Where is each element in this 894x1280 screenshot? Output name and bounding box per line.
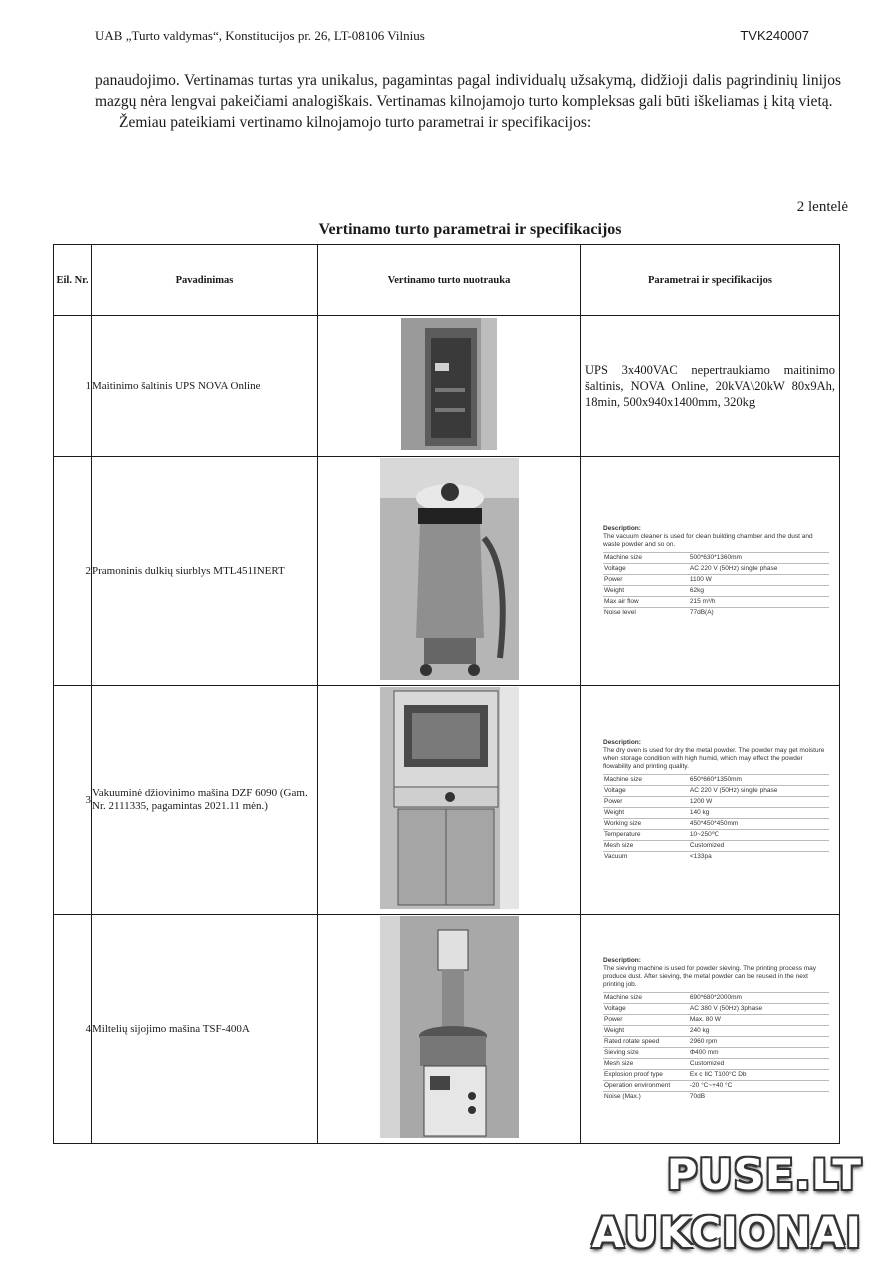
table-row [54, 915, 840, 1144]
spec-sheet [603, 525, 829, 618]
spec-item [603, 1091, 829, 1102]
spec-item [603, 585, 829, 596]
watermark-line-2: AUKCIONAI [591, 1208, 862, 1257]
spec-key: Operation environment [603, 1080, 689, 1091]
spec-item [603, 840, 829, 851]
spec-value: 10~250℃ [689, 829, 829, 840]
spec-value: 240 kg [689, 1025, 829, 1036]
header-photo: Vertinamo turto nuotrauka [318, 245, 581, 316]
sieving-machine-image [380, 916, 519, 1138]
spec-item [603, 851, 829, 862]
spec-key: Voltage [603, 785, 689, 796]
description-label: Description: [603, 956, 641, 964]
spec-value: 70dB [689, 1091, 829, 1102]
header-name: Pavadinimas [92, 245, 318, 316]
spec-key: Power [603, 796, 689, 807]
spec-item [603, 574, 829, 585]
paragraph-2: Žemiau pateikiami vertinamo kilnojamojo turto parametrai ir specifikacijos: [119, 114, 592, 131]
spec-item [603, 1058, 829, 1069]
spec-item [603, 1080, 829, 1091]
row-spec [581, 457, 840, 686]
spec-value: AC 220 V (50Hz) single phase [689, 563, 829, 574]
header-spec: Parametrai ir specifikacijos [581, 245, 840, 316]
spec-item [603, 796, 829, 807]
spec-key: Rated rotate speed [603, 1036, 689, 1047]
spec-value: 690*680*2000mm [689, 992, 829, 1003]
spec-list [603, 552, 829, 618]
row-name: Maitinimo šaltinis UPS NOVA Online [92, 316, 318, 457]
spec-key: Machine size [603, 774, 689, 785]
spec-key: Power [603, 574, 689, 585]
spec-value: 140 kg [689, 807, 829, 818]
description-text: The vacuum cleaner is used for clean building chamber and the dust and waste powder and so on. [603, 532, 813, 548]
spec-list [603, 992, 829, 1102]
page-header [95, 28, 809, 50]
row-spec [581, 686, 840, 915]
row-spec [581, 915, 840, 1144]
description-label: Description: [603, 524, 641, 532]
spec-value: 215 m³/h [689, 596, 829, 607]
row-photo [318, 457, 581, 686]
spec-item [603, 563, 829, 574]
spec-key: Power [603, 1014, 689, 1025]
spec-item [603, 818, 829, 829]
spec-key: Temperature [603, 829, 689, 840]
spec-item [603, 1047, 829, 1058]
spec-item [603, 992, 829, 1003]
document-id: TVK240007 [740, 28, 809, 43]
table-row [54, 686, 840, 915]
spec-key: Voltage [603, 563, 689, 574]
spec-value: AC 220 V (50Hz) single phase [689, 785, 829, 796]
spec-value: 2960 rpm [689, 1036, 829, 1047]
spec-table [53, 244, 840, 1144]
row-nr: 3 [54, 686, 92, 915]
spec-key: Weight [603, 585, 689, 596]
row-spec [581, 316, 840, 457]
spec-item [603, 785, 829, 796]
paragraph-1: panaudojimo. Vertinamas turtas yra unikalus, pagamintas pagal individualų užsakymą, didžioji dalis pagrindinių linijos mazgų nėra lengvai pakeičiami analogiškais. Vertinamas kilnojamojo turto kompleksas gali būti iškeliamas į kitą vietą. [95, 72, 841, 110]
row-photo [318, 316, 581, 457]
ups-spec-text: UPS 3x400VAC nepertraukiamo maitinimo šaltinis, NOVA Online, 20kVA\20kW 80x9Ah, 18min, 500x940x1400mm, 320kg [585, 363, 835, 409]
spec-item [603, 829, 829, 840]
table-number: 2 lentelė [796, 199, 848, 215]
spec-value: 1100 W [689, 574, 829, 585]
spec-value: 650*660*1350mm [689, 774, 829, 785]
oven-photo [380, 687, 519, 909]
spec-key: Weight [603, 1025, 689, 1036]
company-address: UAB „Turto valdymas“, Konstitucijos pr. 26, LT-08106 Vilnius [95, 28, 425, 43]
spec-key: Machine size [603, 552, 689, 563]
spec-value: Φ400 mm [689, 1047, 829, 1058]
spec-sheet [603, 957, 829, 1102]
description-label: Description: [603, 738, 641, 746]
spec-value: Ex c IIC T100°C Db [689, 1069, 829, 1080]
spec-item [603, 1003, 829, 1014]
spec-item [603, 774, 829, 785]
spec-value: 77dB(A) [689, 607, 829, 618]
table-row [54, 457, 840, 686]
spec-value: Customized [689, 1058, 829, 1069]
row-nr: 1 [54, 316, 92, 457]
vacuum-cleaner-image [380, 458, 519, 680]
row-nr: 4 [54, 915, 92, 1144]
spec-item [603, 607, 829, 618]
sieve-photo [380, 916, 519, 1138]
spec-key: Vacuum [603, 851, 689, 862]
spec-sheet [603, 739, 829, 862]
vacuum-oven-image [380, 687, 519, 909]
table-header-row [54, 245, 840, 316]
spec-value: Max. 80 W [689, 1014, 829, 1025]
spec-item [603, 1036, 829, 1047]
spec-value: 62kg [689, 585, 829, 596]
spec-key: Working size [603, 818, 689, 829]
ups-cabinet-image [401, 318, 497, 450]
spec-value: -20 °C~+40 °C [689, 1080, 829, 1091]
spec-value: Customized [689, 840, 829, 851]
spec-key: Max air flow [603, 596, 689, 607]
spec-item [603, 1014, 829, 1025]
spec-key: Mesh size [603, 1058, 689, 1069]
vacuum-photo [380, 458, 519, 680]
spec-item [603, 552, 829, 563]
spec-item [603, 1025, 829, 1036]
description-text: The dry oven is used for dry the metal powder. The powder may get moisture when storage condition with high humid, which may effect the powder flowability and printing quality. [603, 746, 825, 770]
spec-item [603, 807, 829, 818]
spec-key: Machine size [603, 992, 689, 1003]
header-nr: Eil. Nr. [54, 245, 92, 316]
spec-key: Explosion proof type [603, 1069, 689, 1080]
spec-value: 500*630*1360mm [689, 552, 829, 563]
row-photo [318, 686, 581, 915]
spec-key: Weight [603, 807, 689, 818]
row-photo [318, 915, 581, 1144]
spec-key: Noise (Max.) [603, 1091, 689, 1102]
watermark-line-1: PUSE.LT [666, 1150, 862, 1199]
row-name: Pramoninis dulkių siurblys MTL451INERT [92, 457, 318, 686]
row-name: Vakuuminė džiovinimo mašina DZF 6090 (Gam. Nr. 2111335, pagamintas 2021.11 mėn.) [92, 686, 318, 915]
row-nr: 2 [54, 457, 92, 686]
body-text [95, 70, 841, 133]
ups-photo [401, 318, 497, 450]
spec-value: 1200 W [689, 796, 829, 807]
spec-key: Mesh size [603, 840, 689, 851]
row-name: Miltelių sijojimo mašina TSF-400A [92, 915, 318, 1144]
spec-list [603, 774, 829, 862]
table-row [54, 316, 840, 457]
description-text: The sieving machine is used for powder sieving. The printing process may produce dust. After sieving, the metal powder can be reused in the next printing job. [603, 964, 817, 988]
spec-value: <133pa [689, 851, 829, 862]
spec-item [603, 596, 829, 607]
spec-value: 450*450*450mm [689, 818, 829, 829]
spec-key: Voltage [603, 1003, 689, 1014]
spec-item [603, 1069, 829, 1080]
spec-value: AC 380 V (50Hz) 3phase [689, 1003, 829, 1014]
spec-key: Noise level [603, 607, 689, 618]
spec-key: Sieving size [603, 1047, 689, 1058]
table-title: Vertinamo turto parametrai ir specifikacijos [318, 221, 622, 238]
